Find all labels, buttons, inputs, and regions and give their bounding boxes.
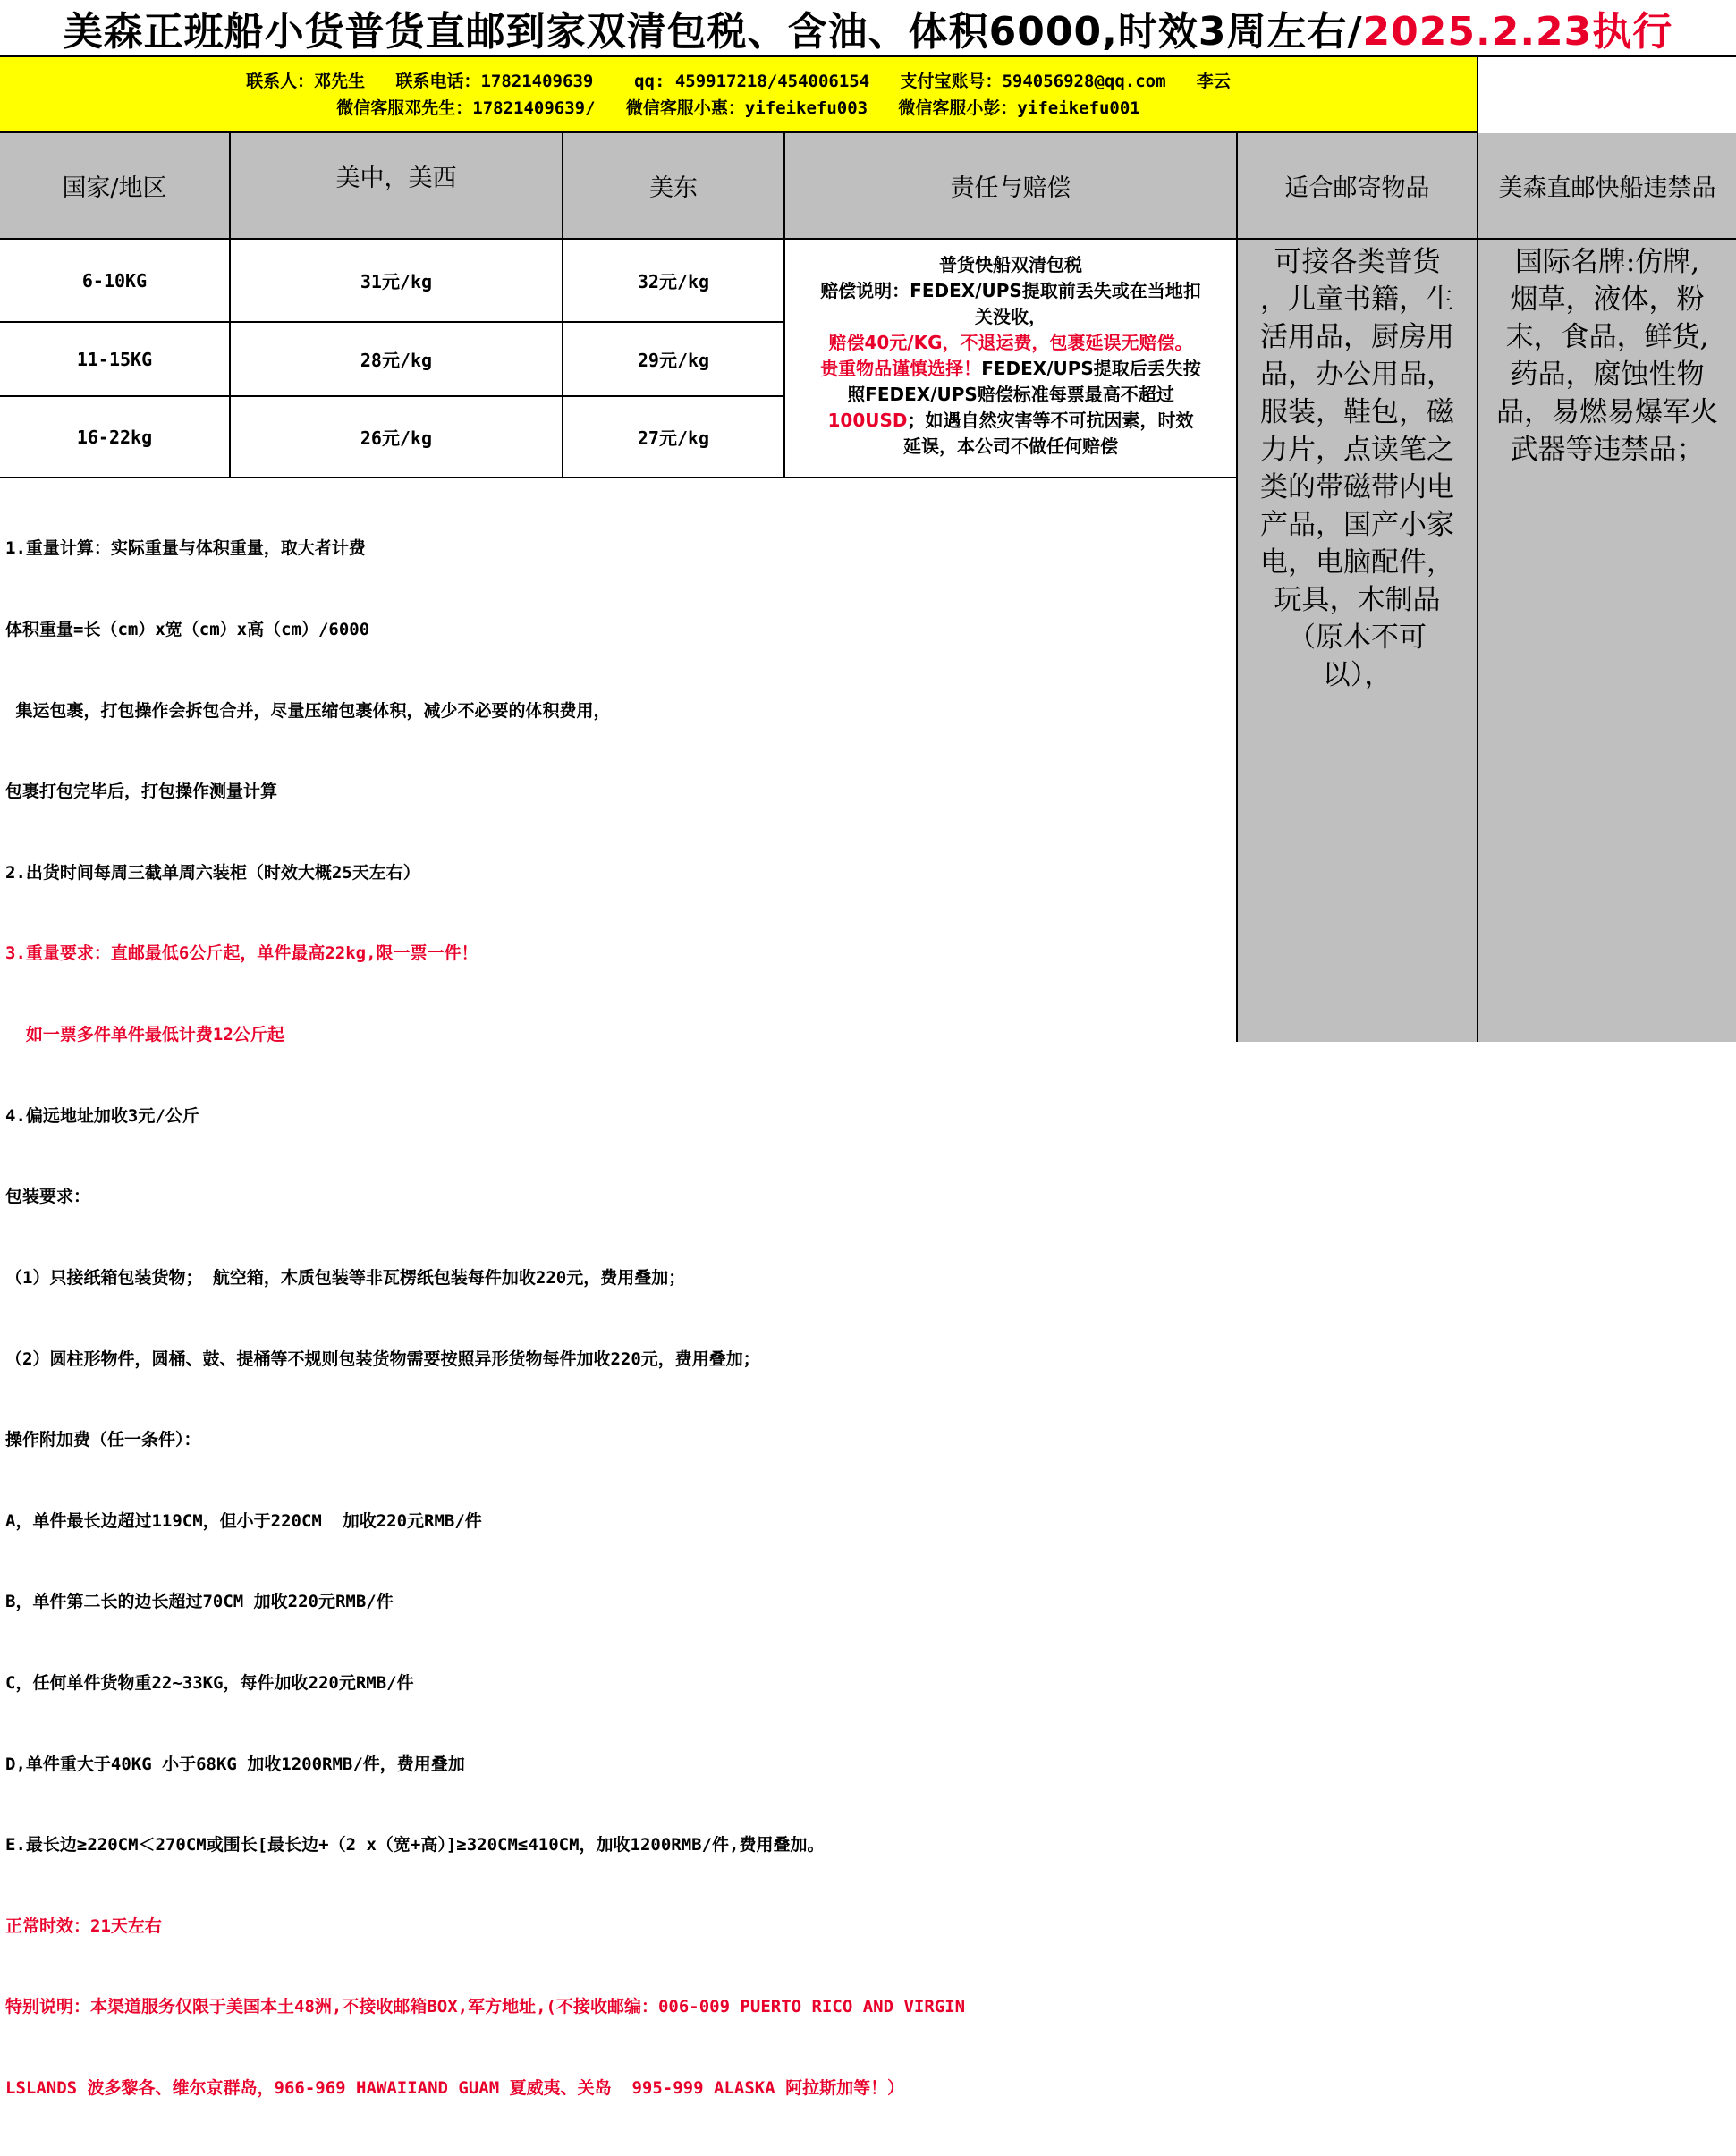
note-line: A，单件最长边超过119CM，但小于220CM 加收220元RMB/件 — [5, 1510, 482, 1531]
comp-line: 关没收， — [975, 306, 1046, 327]
header-suitable: 适合邮寄物品 — [1238, 133, 1478, 240]
title-main: 美森正班船小货普货直邮到家双清包税、含油、体积6000,时效3周左右/ — [63, 9, 1363, 55]
sheet-title — [0, 0, 1736, 57]
suitable-line: 类的带磁带内电 — [1260, 471, 1454, 503]
contact-line-2: 微信客服邓先生：17821409639/ 微信客服小惠：yifeikefu003 微信客服小彭：yifeikefu001 — [336, 97, 1140, 118]
prohibited-line: 品，易燃易爆军火 — [1496, 396, 1718, 428]
header-prohibited: 美森直邮快船违禁品 — [1478, 133, 1736, 240]
rate-east: 29元/kg — [563, 323, 785, 397]
note-line: 特别说明：本渠道服务仅限于美国本土48洲,不接收邮箱BOX,军方地址,(不接收邮编：006-009 PUERTO RICO AND VIRGIN — [5, 1997, 966, 2017]
header-west: 美中，美西 — [231, 133, 563, 240]
notes-block — [0, 478, 1238, 2098]
prohibited-items — [1478, 240, 1736, 1042]
note-line: 操作附加费（任一条件）： — [5, 1430, 201, 1450]
comp-text: ；如遇自然灾害等不可抗因素，时效 — [907, 410, 1194, 431]
comp-amount: 100USD — [827, 410, 908, 431]
note-line: C，任何单件货物重22~33KG，每件加收220元RMB/件 — [5, 1672, 414, 1693]
note-line: 集运包裹，打包操作会拆包合并，尽量压缩包裹体积，减少不必要的体积费用， — [5, 700, 611, 721]
note-line: B，单件第二长的边长超过70CM 加收220元RMB/件 — [5, 1592, 394, 1612]
suitable-line: 玩具，木制品 — [1274, 584, 1441, 616]
comp-text: FEDEX/UPS提取后丢失按 — [981, 358, 1201, 379]
prohibited-line: 国际名牌:仿牌, — [1514, 246, 1700, 278]
comp-line: 照FEDEX/UPS赔偿标准每票最高不超过 — [847, 384, 1174, 405]
rate-weight: 11-15KG — [0, 323, 231, 397]
title-date: 2025.2.23执行 — [1362, 9, 1673, 55]
note-line: 1.重量计算：实际重量与体积重量，取大者计费 — [5, 538, 366, 559]
suitable-line: 以）， — [1322, 659, 1393, 691]
comp-line: 赔偿40元/KG，不退运费，包裹延误无赔偿。 — [828, 332, 1193, 353]
comp-line — [789, 356, 1232, 382]
suitable-line: 电，电脑配件， — [1260, 546, 1454, 579]
note-line: 包装要求： — [5, 1187, 91, 1207]
comp-line — [789, 408, 1232, 434]
note-line: D,单件重大于40KG 小于68KG 加收1200RMB/件，费用叠加 — [5, 1754, 465, 1774]
suitable-line: 力片，点读笔之 — [1260, 434, 1454, 466]
suitable-line: 活用品，厨房用 — [1260, 321, 1454, 353]
rate-weight: 6-10KG — [0, 240, 231, 323]
suitable-line: 可接各类普货 — [1274, 246, 1441, 278]
rate-east: 27元/kg — [563, 397, 785, 478]
header-liability: 责任与赔偿 — [785, 133, 1238, 240]
note-line: （1）只接纸箱包装货物； 航空箱，木质包装等非瓦楞纸包装每件加收220元，费用叠加； — [5, 1267, 686, 1288]
rate-west: 31元/kg — [231, 240, 563, 323]
note-line: 4.偏远地址加收3元/公斤 — [5, 1105, 199, 1126]
contact-banner — [0, 57, 1478, 133]
contact-line-1: 联系人：邓先生 联系电话：17821409639 qq: 459917218/454006154 支付宝账号：594056928@qq.com 李云 — [246, 71, 1231, 91]
rate-west: 26元/kg — [231, 397, 563, 478]
note-line: 如一票多件单件最低计费12公斤起 — [5, 1025, 284, 1045]
header-region: 国家/地区 — [0, 133, 231, 240]
note-line: LSLANDS 波多黎各、维尔京群岛，966-969 HAWAIIAND GUAM 夏威夷、关岛 995-999 ALASKA 阿拉斯加等！） — [5, 2077, 905, 2098]
note-line: 3.重量要求：直邮最低6公斤起，单件最高22kg,限一票一件！ — [5, 943, 478, 964]
suitable-line: 品，办公用品， — [1260, 359, 1454, 391]
suitable-line: 产品，国产小家 — [1260, 509, 1454, 541]
suitable-line: （原木不可 — [1288, 621, 1427, 654]
note-line: （2）圆柱形物件，圆桶、鼓、提桶等不规则包装货物需要按照异形货物每件加收220元，费用叠加； — [5, 1349, 760, 1369]
comp-line: 延误，本公司不做任何赔偿 — [903, 435, 1118, 457]
rate-weight: 16-22kg — [0, 397, 231, 478]
comp-line: 赔偿说明：FEDEX/UPS提取前丢失或在当地扣 — [820, 280, 1201, 301]
comp-warning: 贵重物品谨慎选择！ — [820, 358, 982, 379]
prohibited-line: 武器等违禁品； — [1510, 434, 1705, 466]
comp-line: 普货快船双清包税 — [939, 254, 1082, 275]
suitable-line: ，儿童书籍，生 — [1260, 283, 1454, 316]
header-east: 美东 — [563, 133, 785, 240]
note-line: E.最长边≥220CM＜270CM或围长[最长边+（2 x（宽+高）]≥320CM≤410CM，加收1200RMB/件,费用叠加。 — [5, 1835, 825, 1856]
rate-west: 28元/kg — [231, 323, 563, 397]
note-line: 2.出货时间每周三截单周六装柜（时效大概25天左右） — [5, 862, 420, 883]
compensation-block — [785, 240, 1238, 478]
prohibited-line: 末，食品，鲜货, — [1505, 321, 1709, 353]
note-line: 包裹打包完毕后，打包操作测量计算 — [5, 782, 278, 802]
note-line: 体积重量=长（cm）x宽（cm）x高（cm）/6000 — [5, 620, 370, 640]
suitable-items — [1238, 240, 1478, 1042]
rate-east: 32元/kg — [563, 240, 785, 323]
suitable-line: 服装，鞋包，磁 — [1260, 396, 1454, 428]
prohibited-line: 药品，腐蚀性物 — [1510, 359, 1705, 391]
prohibited-line: 烟草，液体，粉 — [1510, 283, 1705, 316]
note-line: 正常时效：21天左右 — [5, 1915, 162, 1936]
